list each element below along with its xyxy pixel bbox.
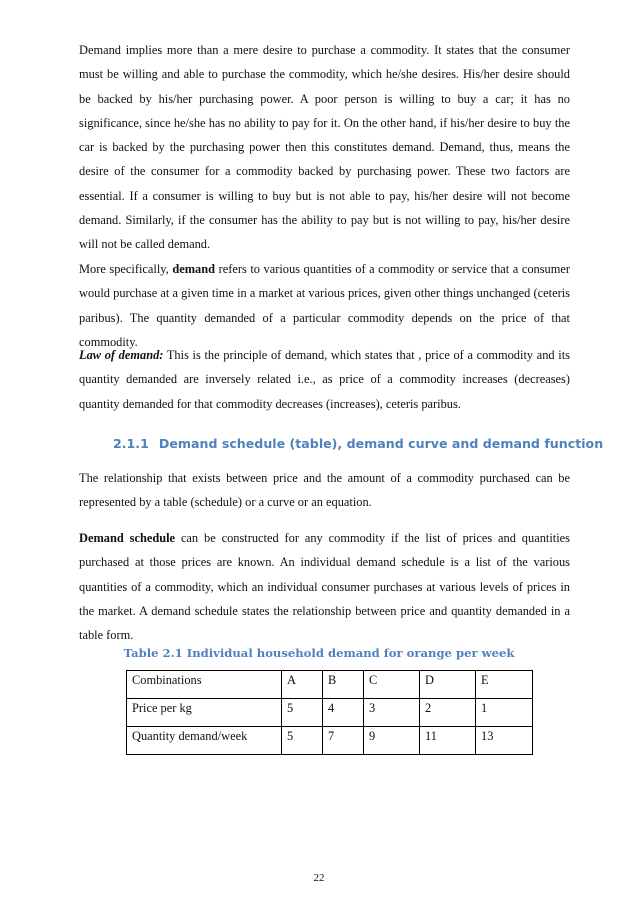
table-cell: 1 bbox=[476, 699, 533, 727]
paragraph-law-of-demand bbox=[79, 343, 570, 416]
paragraph-demand-schedule bbox=[79, 526, 570, 647]
page-number: 22 bbox=[313, 872, 325, 884]
table-cell: Combinations bbox=[127, 671, 282, 699]
table-cell: 2 bbox=[420, 699, 476, 727]
table-cell: 9 bbox=[364, 727, 420, 755]
table-cell: 4 bbox=[323, 699, 364, 727]
table-row bbox=[127, 727, 533, 755]
table-cell: 5 bbox=[282, 699, 323, 727]
section-heading bbox=[113, 436, 603, 451]
table-cell: Quantity demand/week bbox=[127, 727, 282, 755]
paragraph-text: refers to various quantities of a commodity or service that a consumer would purchase at a given time in a market at various prices, given other things unchanged (ceteris paribus). The quantity demanded of a particular commodity depends on the price of that commodity. bbox=[79, 262, 570, 349]
table-cell: 3 bbox=[364, 699, 420, 727]
paragraph-demand-specific bbox=[79, 257, 570, 354]
paragraph-text: can be constructed for any commodity if the list of prices and quantities purchased at those prices are known. An individual demand schedule is a list of the various quantities of a commodity, which an individual consumer purchases at various levels of prices in the market. A demand schedule states the relationship between price and quantity demanded in a table form. bbox=[79, 531, 570, 643]
paragraph-text: This is the principle of demand, which states that , price of a commodity and its quantity demanded are inversely related i.e., as price of a commodity increases (decreases) quantity demanded for that commodity decreases (increases), ceteris paribus. bbox=[79, 348, 570, 411]
paragraph-relationship: The relationship that exists between price and the amount of a commodity purchased can be represented by a table (schedule) or a curve or an equation. bbox=[79, 471, 570, 510]
table-cell: 11 bbox=[420, 727, 476, 755]
table-row bbox=[127, 671, 533, 699]
table-cell: 7 bbox=[323, 727, 364, 755]
demand-table bbox=[126, 670, 533, 755]
paragraph-demand-definition: Demand implies more than a mere desire to purchase a commodity. It states that the consumer must be willing and able to purchase the commodity, which he/she desires. His/her desire should be backed by his/her purchasing power. A poor person is willing to buy a car; it has no significance, since he/she has no ability to pay for it. On the other hand, if his/her desire to buy the car is backed by the purchasing power then this constitutes demand. Demand, thus, means the desire of the consumer for a commodity backed by purchasing power. These two factors are essential. If a consumer is willing to buy but is not able to pay, his/her desire will not become demand. Similarly, if the consumer has the ability to pay but is not willing to pay, his/her desire will not be called demand. bbox=[79, 43, 570, 252]
table-caption: Table 2.1 Individual household demand for orange per week bbox=[123, 646, 515, 660]
bold-italic-term-law-of-demand: Law of demand: bbox=[79, 348, 164, 362]
section-title: Demand schedule (table), demand curve and demand function bbox=[158, 436, 604, 451]
table-cell: A bbox=[282, 671, 323, 699]
bold-term-demand-schedule: Demand schedule bbox=[79, 531, 176, 545]
table-cell: B bbox=[323, 671, 364, 699]
table-cell: E bbox=[476, 671, 533, 699]
table-cell: D bbox=[420, 671, 476, 699]
table-cell: 13 bbox=[476, 727, 533, 755]
table-cell: C bbox=[364, 671, 420, 699]
paragraph-text: More specifically, bbox=[79, 262, 169, 276]
table-row bbox=[127, 699, 533, 727]
table-cell: 5 bbox=[282, 727, 323, 755]
section-number: 2.1.1 bbox=[113, 436, 149, 451]
bold-term-demand: demand bbox=[172, 262, 216, 276]
table-cell: Price per kg bbox=[127, 699, 282, 727]
